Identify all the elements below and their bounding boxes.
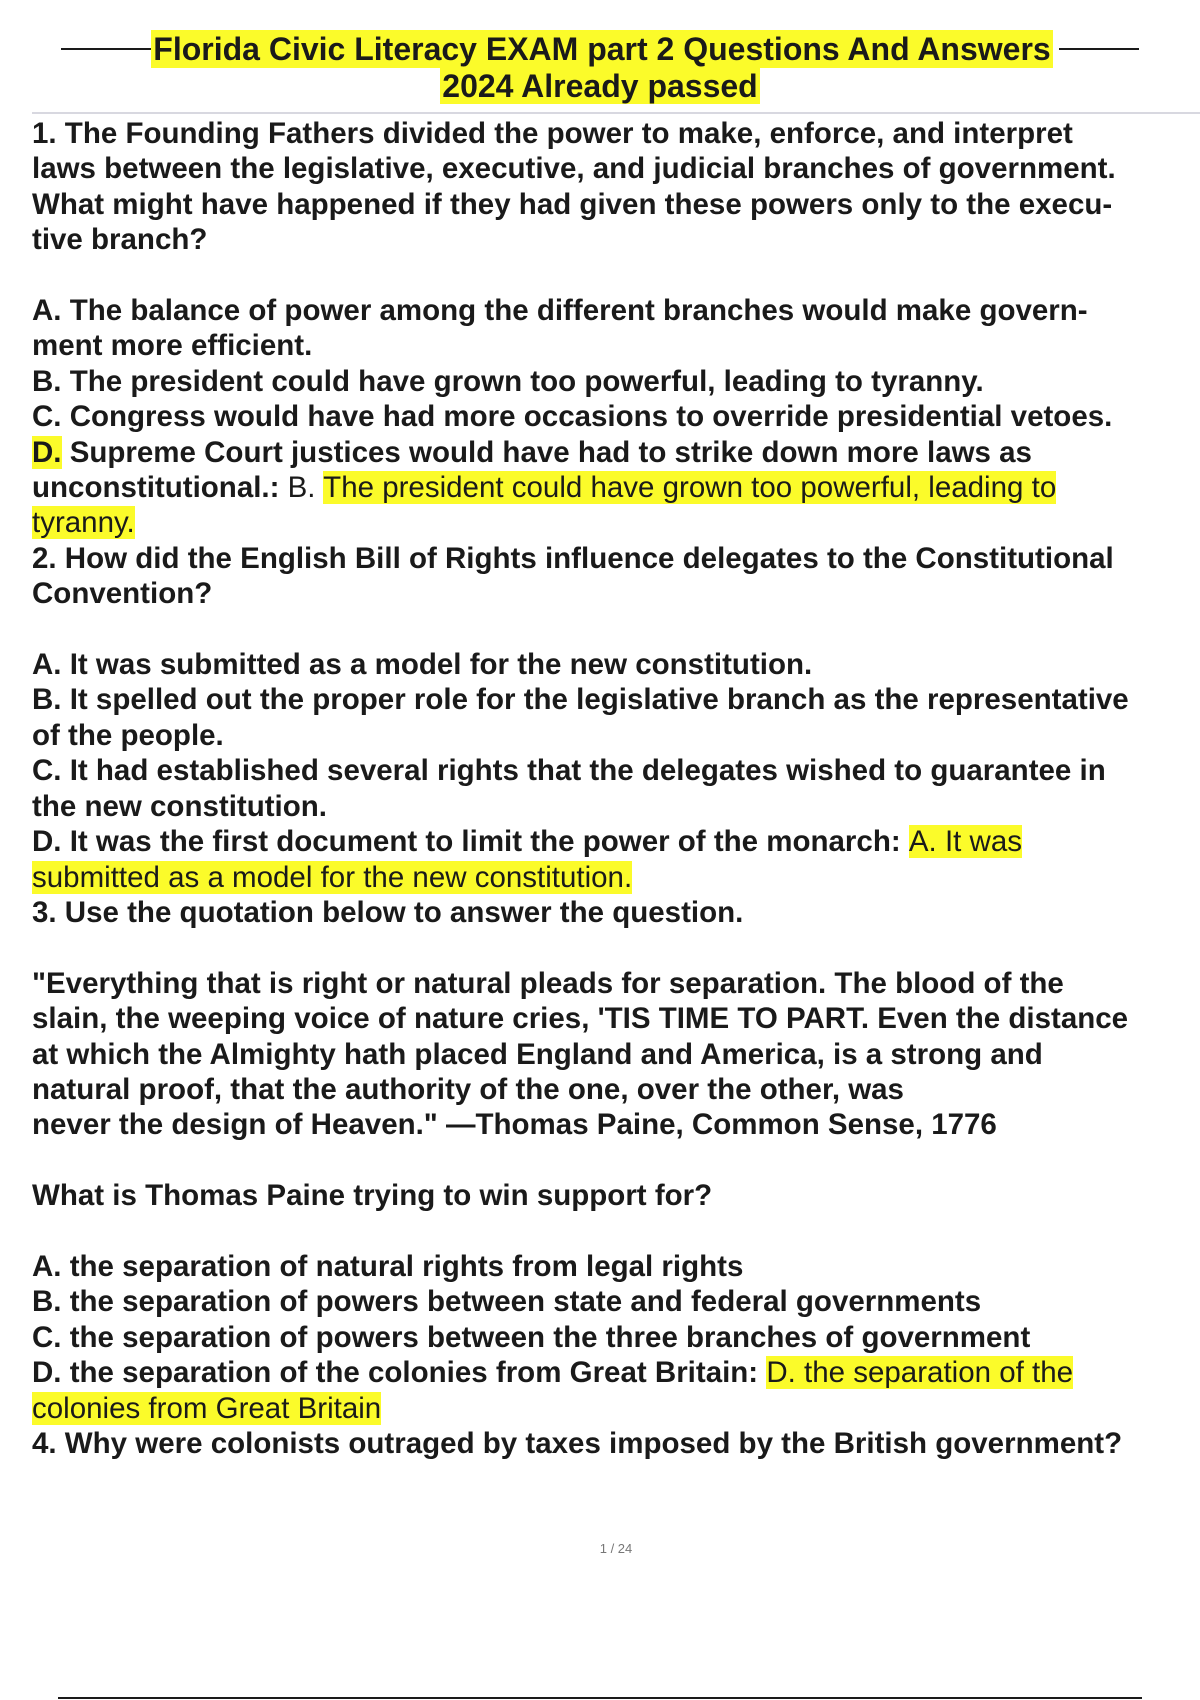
option-d-text: Supreme Court justices would have had to strike down more laws as	[61, 435, 1032, 469]
spacer	[32, 612, 1200, 647]
answer-highlight: The president could have grown too powerful, leading to	[323, 471, 1057, 505]
spacer	[32, 930, 1200, 965]
title-rule-right	[1059, 48, 1139, 50]
option-d-text: D. It was the first document to limit the power of the monarch:	[32, 825, 909, 859]
question-2-option-b-cont: of the people.	[32, 718, 224, 752]
question-3-answer-cont	[32, 1391, 1200, 1426]
answer-highlight: A. It was	[908, 825, 1022, 859]
title-text-1: Florida Civic Literacy EXAM part 2 Questions And Answers	[153, 31, 1051, 67]
question-1-option-a: A. The balance of power among the different branches would make govern-	[32, 294, 1088, 328]
question-1-option-c: C. Congress would have had more occasions to override presidential vetoes.	[32, 400, 1113, 434]
question-3-option-a: A. the separation of natural rights from legal rights	[32, 1249, 744, 1283]
question-2-option-b: B. It spelled out the proper role for the legislative branch as the representative	[32, 683, 1129, 717]
question-1-option-b: B. The president could have grown too powerful, leading to tyranny.	[32, 364, 984, 398]
question-3-option-c: C. the separation of powers between the three branches of government	[32, 1320, 1031, 1354]
title-text-2: 2024 Already passed	[442, 68, 758, 104]
question-4-text-line: 4. Why were colonists outraged by taxes imposed by the British government?	[32, 1426, 1123, 1460]
question-2-answer-cont	[32, 860, 1200, 895]
title-line-1	[0, 30, 1200, 68]
question-1-answer-line	[32, 470, 1200, 505]
question-1-option-a-cont: ment more efficient.	[32, 329, 313, 363]
quotation-line: "Everything that is right or natural pleads for separation. The blood of the	[32, 966, 1064, 1000]
spacer	[32, 1143, 1200, 1178]
question-2-option-d	[32, 824, 1200, 859]
question-1-text-line: tive branch?	[32, 223, 208, 257]
title-rule-left	[61, 48, 157, 50]
question-3-prompt: What is Thomas Paine trying to win support for?	[32, 1179, 713, 1213]
question-1-option-d	[32, 435, 1200, 470]
question-1-text-line: 1. The Founding Fathers divided the power to make, enforce, and interpret	[32, 117, 1073, 150]
question-2-option-c-cont: the new constitution.	[32, 789, 327, 823]
question-3-option-b: B. the separation of powers between state and federal governments	[32, 1285, 982, 1319]
footer-rule	[58, 1697, 1142, 1699]
question-3-text-line: 3. Use the quotation below to answer the question.	[32, 895, 744, 929]
title-line-2	[0, 67, 1200, 105]
question-2-text-line: 2. How did the English Bill of Rights influence delegates to the Constitutional	[32, 541, 1114, 575]
spacer	[32, 258, 1200, 293]
question-2-option-c: C. It had established several rights that the delegates wished to guarantee in	[32, 754, 1106, 788]
question-list	[32, 116, 1200, 1461]
answer-letter: B.	[279, 471, 324, 505]
question-3-option-d	[32, 1355, 1200, 1390]
question-3	[32, 895, 1200, 1426]
answer-highlight: tyranny.	[32, 506, 135, 540]
question-2	[32, 541, 1200, 895]
spacer	[32, 1214, 1200, 1249]
question-1-text-line: What might have happened if they had given these powers only to the execu-	[32, 187, 1113, 221]
question-1-text-line: laws between the legislative, executive, and judicial branches of government.	[32, 152, 1116, 186]
quotation-line: natural proof, that the authority of the one, over the other, was	[32, 1072, 904, 1106]
answer-highlight: colonies from Great Britain	[32, 1391, 382, 1425]
option-d-letter-highlight: D.	[32, 435, 62, 469]
answer-highlight: submitted as a model for the new constitution.	[32, 860, 633, 894]
option-d-text-cont: unconstitutional.:	[32, 471, 280, 505]
page-number: 1 / 24	[599, 1541, 633, 1556]
question-4	[32, 1426, 1200, 1461]
question-1-answer-cont	[32, 505, 1200, 540]
quotation-line: slain, the weeping voice of nature cries, 'TIS TIME TO PART. Even the distance	[32, 1002, 1129, 1036]
answer-highlight: D. the separation of the	[766, 1356, 1074, 1390]
quotation-line: never the design of Heaven." —Thomas Paine, Common Sense, 1776	[32, 1108, 997, 1142]
header-divider	[32, 112, 1200, 114]
question-2-option-a: A. It was submitted as a model for the new constitution.	[32, 648, 813, 682]
question-1	[32, 116, 1200, 541]
option-d-text: D. the separation of the colonies from Great Britain:	[32, 1356, 767, 1390]
document-title	[0, 30, 1200, 105]
question-2-text-line: Convention?	[32, 577, 213, 611]
quotation-line: at which the Almighty hath placed England and America, is a strong and	[32, 1037, 1043, 1071]
